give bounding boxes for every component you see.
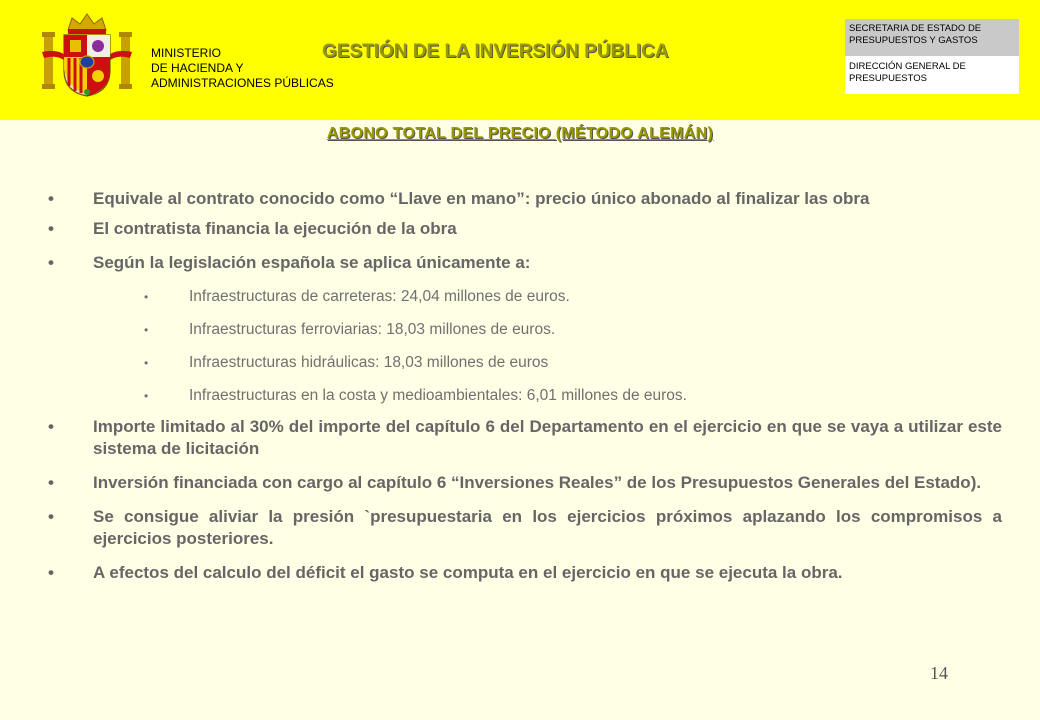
bullet-text: Según la legislación española se aplica únicamente a: (93, 253, 531, 272)
bullet-list (48, 188, 1002, 584)
ministry-line-1: MINISTERIO (151, 46, 222, 60)
direccion-label: DIRECCIÓN GENERAL DE PRESUPUESTOS (849, 61, 966, 84)
sub-bullet-dot: • (144, 323, 149, 337)
bullet-dot: • (48, 507, 54, 526)
bullet-item (48, 416, 1002, 460)
sub-bullet-item (48, 287, 1002, 307)
sub-bullet-text: Infraestructuras en la costa y medioambientales: 6,01 millones de euros. (189, 387, 687, 404)
bullet-text: Importe limitado al 30% del importe del capítulo 6 del Departamento en el ejercicio en que se vaya a utilizar este sistema de licitación (93, 417, 1002, 458)
page-title: GESTIÓN DE LA INVERSIÓN PÚBLICA (322, 41, 669, 62)
secretaria-label: SECRETARIA DE ESTADO DE PRESUPUESTOS Y GASTOS (845, 19, 1019, 56)
department-box (845, 19, 1019, 94)
page-number: 14 (930, 663, 948, 683)
ministry-name (151, 46, 334, 91)
bullet-item (48, 472, 1002, 494)
sub-bullet-dot: • (144, 389, 149, 403)
bullet-item (48, 218, 1002, 240)
ministry-line-3: ADMINISTRACIONES PÚBLICAS (151, 76, 334, 90)
bullet-text: Equivale al contrato conocido como “Llave en mano”: precio único abonado al finalizar las obra (93, 189, 870, 208)
section-subtitle: ABONO TOTAL DEL PRECIO (MÉTODO ALEMÁN) (326, 125, 714, 142)
ministry-line-2: DE HACIENDA Y (151, 61, 244, 75)
sub-bullet-item (48, 353, 1002, 373)
bullet-item (48, 252, 1002, 274)
bullet-dot: • (48, 253, 54, 272)
bullet-dot: • (48, 219, 54, 238)
sub-bullet-item (48, 320, 1002, 340)
sub-bullet-dot: • (144, 290, 149, 304)
header-band (0, 0, 1040, 120)
bullet-dot: • (48, 417, 54, 436)
sub-bullet-dot: • (144, 356, 149, 370)
bullet-item (48, 506, 1002, 550)
bullet-item (48, 562, 1002, 584)
bullet-text: El contratista financia la ejecución de la obra (93, 219, 457, 238)
coat-of-arms-icon (40, 8, 134, 102)
bullet-text: Se consigue aliviar la presión `presupuestaria en los ejercicios próximos aplazando los compromisos a ejercicios posteriores. (93, 507, 1002, 548)
bullet-text: Inversión financiada con cargo al capítulo 6 “Inversiones Reales” de los Presupuestos Generales del Estado). (93, 473, 982, 492)
sub-bullet-text: Infraestructuras de carreteras: 24,04 millones de euros. (189, 288, 570, 305)
sub-bullet-text: Infraestructuras hidráulicas: 18,03 millones de euros (189, 354, 549, 371)
sub-bullet-text: Infraestructuras ferroviarias: 18,03 millones de euros. (189, 321, 556, 338)
bullet-dot: • (48, 189, 54, 208)
sub-bullet-item (48, 386, 1002, 406)
bullet-item (48, 188, 1002, 210)
bullet-text: A efectos del calculo del déficit el gasto se computa en el ejercicio en que se ejecuta la obra. (93, 563, 843, 582)
bullet-dot: • (48, 563, 54, 582)
bullet-dot: • (48, 473, 54, 492)
